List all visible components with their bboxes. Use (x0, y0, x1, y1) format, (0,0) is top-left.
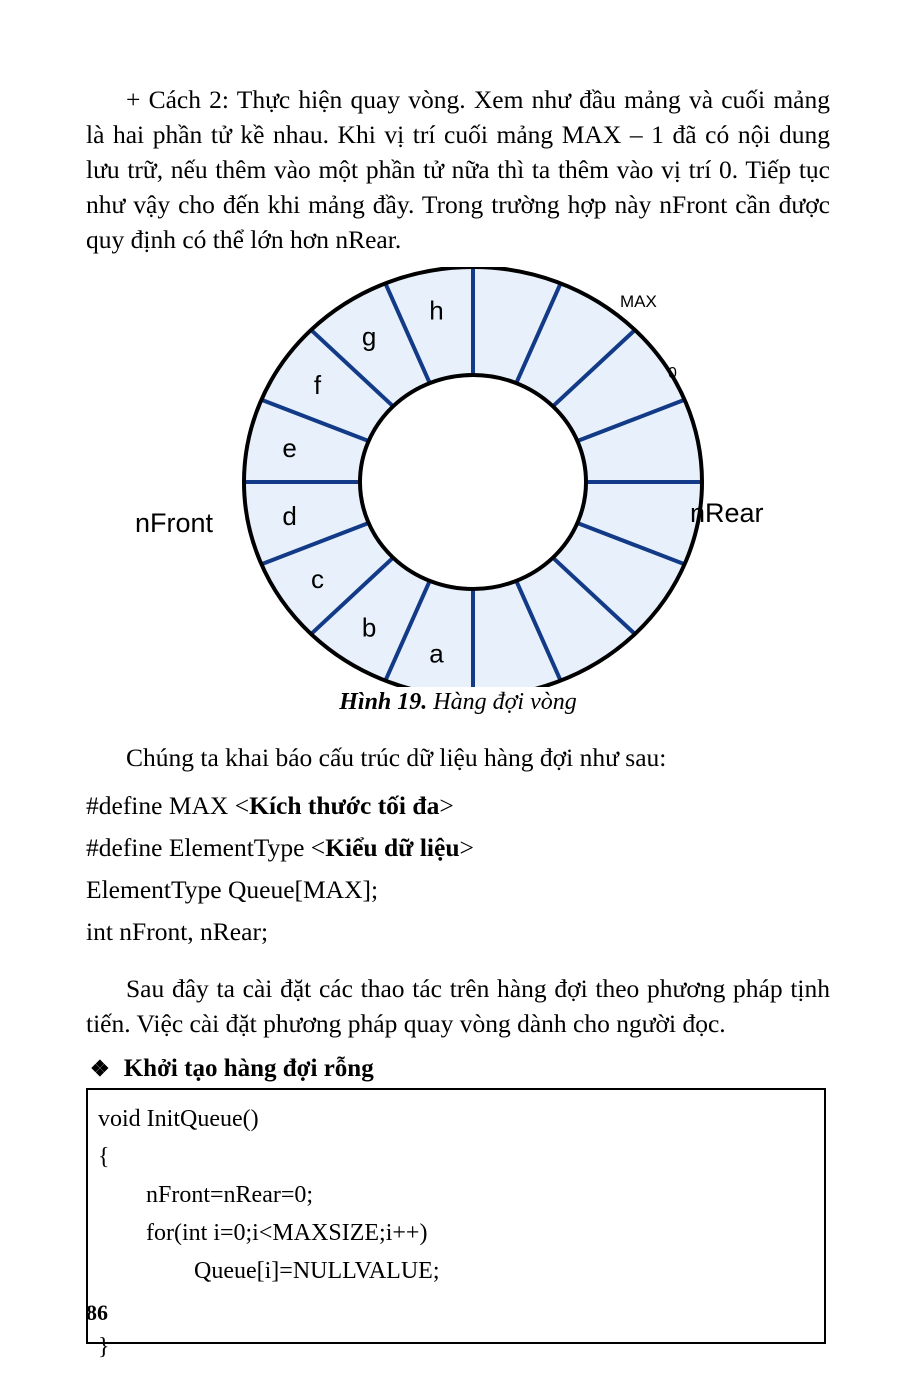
sector-label-c: c (311, 564, 324, 595)
declaration-text: ElementType Queue[MAX]; (86, 875, 379, 904)
section-heading (86, 1055, 830, 1083)
closing-paragraph: Sau đây ta cài đặt các thao tác trên hàng đợi theo phương pháp tịnh tiến. Việc cài đặt phương pháp quay vòng dành cho người đọc. (86, 974, 830, 1038)
figure-caption-text: Hàng đợi vòng (427, 689, 577, 715)
inner-circle (360, 375, 586, 589)
figure-caption (86, 689, 830, 716)
declaration-text: #define ElementType (86, 833, 311, 862)
declaration-open-bracket: < (310, 833, 326, 862)
section-heading-text: Khởi tạo hàng đợi rỗng (123, 1055, 374, 1082)
page-number: 86 (86, 1300, 108, 1325)
declaration-line (86, 785, 830, 827)
sector-label-h: h (429, 295, 444, 326)
label-nrear: nRear (690, 498, 764, 528)
declaration-text: int nFront, nRear; (86, 917, 269, 946)
code-line: } (98, 1334, 110, 1360)
declaration-close-bracket: > (459, 833, 474, 862)
sector-label-d: d (282, 501, 297, 532)
code-line: nFront=nRear=0; (98, 1182, 314, 1208)
code-line: Queue[i]=NULLVALUE; (98, 1258, 440, 1284)
declaration-line (86, 911, 830, 953)
circular-queue-figure (86, 267, 830, 687)
sector-label-e: e (282, 432, 297, 463)
declaration-placeholder: Kích thước tối đa (249, 791, 440, 820)
declaration-line (86, 869, 830, 911)
declaration-text: #define MAX (86, 791, 235, 820)
diamond-bullet-icon: ❖ (90, 1056, 110, 1081)
label-zero: 0 (668, 365, 677, 382)
code-line: for(int i=0;i<MAXSIZE;i++) (98, 1220, 428, 1246)
sector-label-a: a (429, 638, 444, 669)
label-max: MAX (620, 292, 657, 311)
sector-label-b: b (361, 612, 377, 643)
declaration-list (86, 785, 830, 953)
declaration-placeholder: Kiểu dữ liệu (325, 833, 460, 862)
declaration-close-bracket: > (439, 791, 454, 820)
label-nfront: nFront (135, 508, 214, 538)
sector-label-f: f (313, 369, 322, 400)
declare-intro-paragraph: Chúng ta khai báo cấu trúc dữ liệu hàng đợi như sau: (126, 743, 667, 772)
declaration-line (86, 827, 830, 869)
page-content (86, 82, 830, 1360)
declaration-open-bracket: < (234, 791, 250, 820)
intro-paragraph: + Cách 2: Thực hiện quay vòng. Xem như đầu mảng và cuối mảng là hai phần tử kề nhau. Khi vị trí cuối mảng MAX – 1 đã có nội dung lưu trữ, nếu thêm vào một phần tử nữa thì ta thêm vào vị trí 0. Tiếp tục như vậy cho đến khi mảng đầy. Trong trường hợp này nFront cần được quy định có thể lớn hơn nRear. (86, 85, 830, 254)
circular-queue-diagram (86, 267, 830, 687)
code-block (86, 1088, 826, 1360)
code-line (98, 1290, 824, 1328)
code-line: void InitQueue() (98, 1106, 259, 1132)
code-line: { (98, 1144, 110, 1170)
sector-label-g: g (361, 321, 377, 352)
figure-caption-number: Hình 19. (339, 689, 428, 715)
